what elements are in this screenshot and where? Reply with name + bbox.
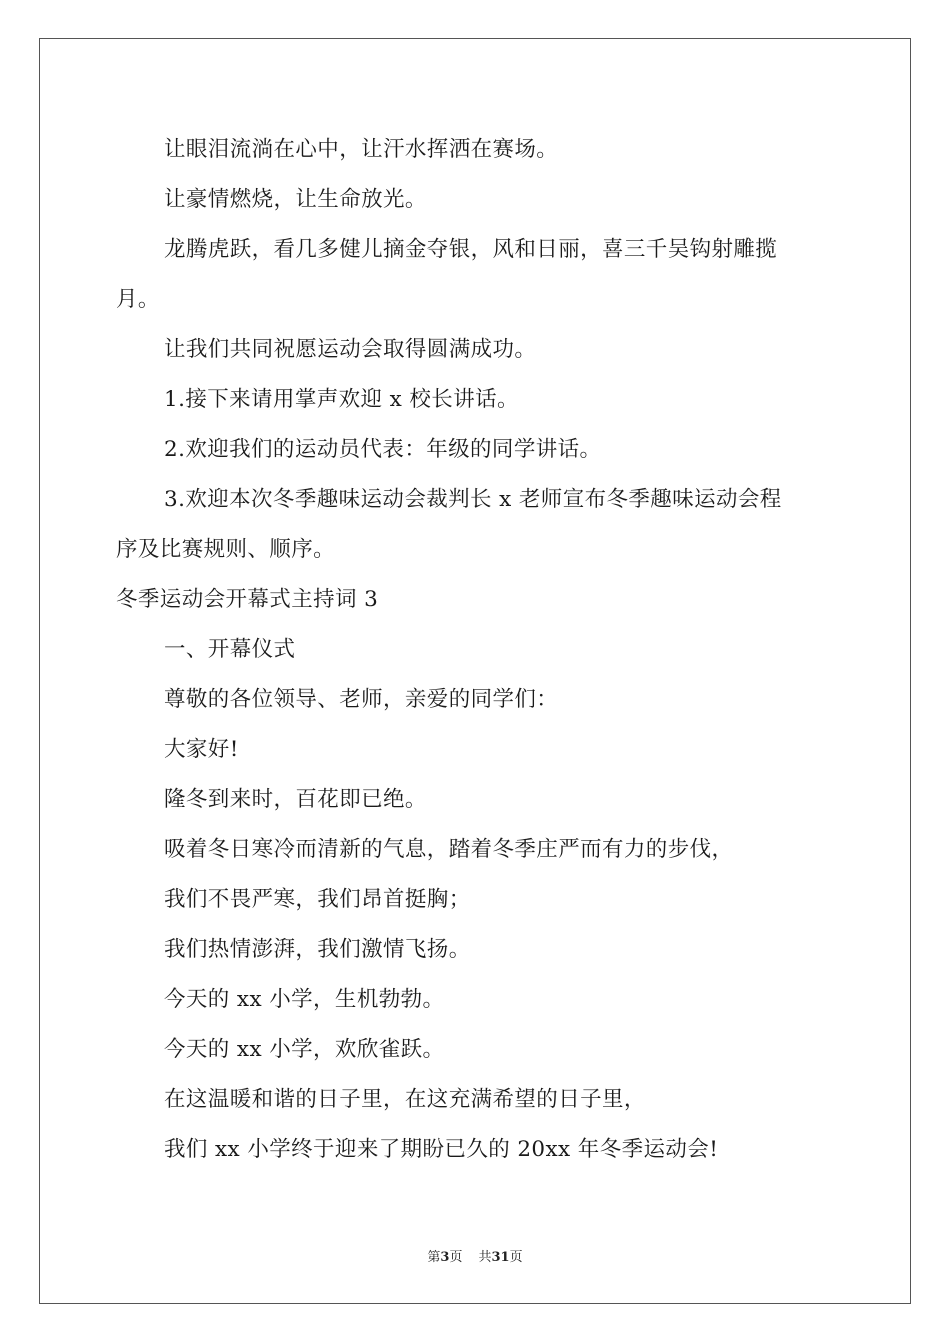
total-suffix: 页 [509,1250,523,1265]
paragraph: 吸着冬日寒冷而清新的气息，踏着冬季庄严而有力的步伐， [164,837,734,862]
subsection-heading: 一、开幕仪式 [164,637,296,662]
paragraph: 我们 xx 小学终于迎来了期盼已久的 20xx 年冬季运动会! [164,1137,719,1162]
paragraph: 让豪情燃烧，让生命放光。 [164,187,427,212]
paragraph: 我们不畏严寒，我们昂首挺胸； [164,887,471,912]
list-item: 1.接下来请用掌声欢迎 x 校长讲话。 [164,387,519,412]
page-prefix: 第 [427,1250,441,1265]
paragraph: 让眼泪流淌在心中，让汗水挥洒在赛场。 [164,137,559,162]
page-suffix: 页 [449,1250,463,1265]
paragraph: 我们热情澎湃，我们激情飞扬。 [164,937,471,962]
document-body [116,125,836,1175]
paragraph: 今天的 xx 小学，生机勃勃。 [164,987,445,1012]
total-prefix: 共 [478,1250,492,1265]
paragraph: 龙腾虎跃，看几多健儿摘金夺银，风和日丽，喜三千吴钩射雕揽 [164,237,778,262]
paragraph: 让我们共同祝愿运动会取得圆满成功。 [164,337,537,362]
list-item: 2.欢迎我们的运动员代表：年级的同学讲话。 [164,437,602,462]
paragraph: 在这温暖和谐的日子里，在这充满希望的日子里， [164,1087,646,1112]
paragraph-continuation: 序及比赛规则、顺序。 [116,537,336,562]
paragraph: 隆冬到来时，百花即已绝。 [164,787,427,812]
paragraph: 今天的 xx 小学，欢欣雀跃。 [164,1037,445,1062]
page-footer [0,1246,950,1265]
list-item: 3.欢迎本次冬季趣味运动会裁判长 x 老师宣布冬季趣味运动会程 [164,487,782,512]
page-number: 3 [440,1250,450,1265]
total-pages: 31 [491,1250,510,1265]
section-heading: 冬季运动会开幕式主持词 3 [116,587,379,612]
paragraph-continuation: 月。 [116,287,160,312]
paragraph: 大家好! [164,737,239,762]
paragraph: 尊敬的各位领导、老师，亲爱的同学们： [164,687,559,712]
